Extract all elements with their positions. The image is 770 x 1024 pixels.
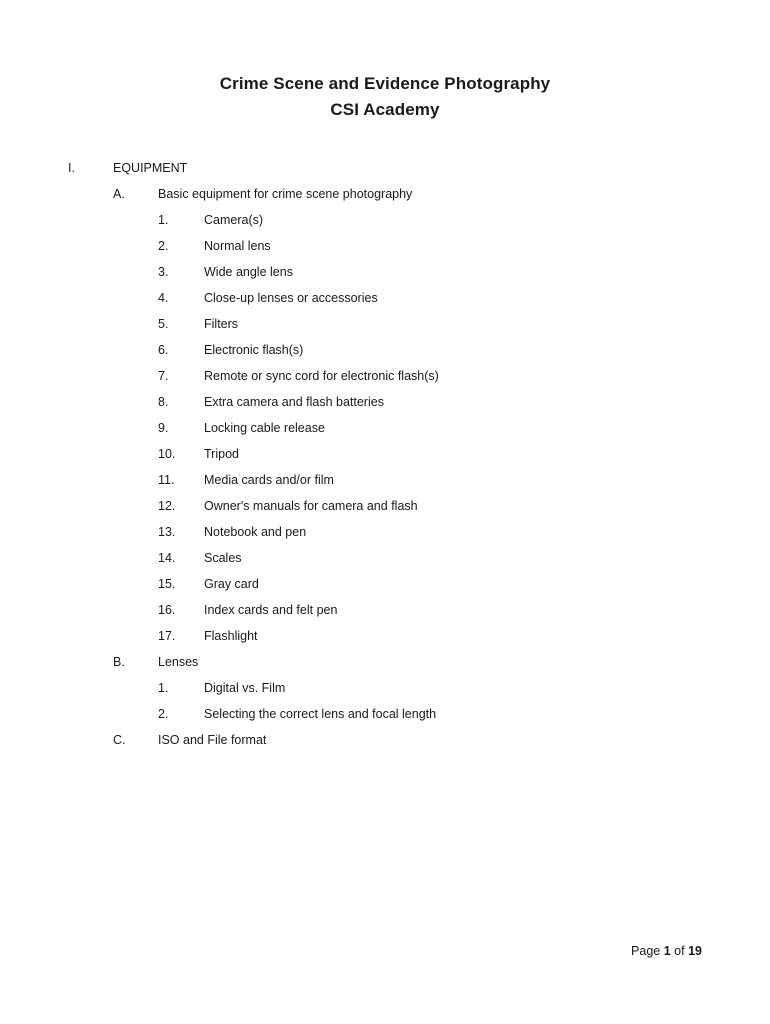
list-item-text: Media cards and/or film <box>204 473 334 487</box>
list-item-text: Digital vs. Film <box>204 681 286 695</box>
list-item-number: 13. <box>158 525 176 539</box>
outline-subheading: ISO and File format <box>158 733 267 747</box>
list-item-text: Gray card <box>204 577 259 591</box>
list-item-number: 15. <box>158 577 176 591</box>
list-item-number: 8. <box>158 395 169 409</box>
list-item-number: 14. <box>158 551 176 565</box>
list-item-text: Wide angle lens <box>204 265 293 279</box>
list-item-text: Notebook and pen <box>204 525 307 539</box>
footer-page-label: Page <box>631 944 661 958</box>
outline-subheading: Basic equipment for crime scene photography <box>158 187 413 201</box>
list-item-number: 2. <box>158 239 169 253</box>
list-item-text: Scales <box>204 551 242 565</box>
footer-total-pages: 19 <box>688 944 702 958</box>
document-title: Crime Scene and Evidence Photography <box>219 74 551 93</box>
list-item-text: Remote or sync cord for electronic flash(s) <box>204 369 439 383</box>
list-item-text: Flashlight <box>204 629 258 643</box>
outline-marker: C. <box>113 733 126 747</box>
list-item-number: 11. <box>158 473 175 487</box>
list-item-number: 1. <box>158 681 169 695</box>
outline-marker: A. <box>113 187 125 201</box>
list-item-text: Tripod <box>204 447 239 461</box>
list-item-text: Selecting the correct lens and focal length <box>204 707 437 721</box>
list-item-number: 5. <box>158 317 169 331</box>
list-item-text: Filters <box>204 317 239 331</box>
list-item-number: 6. <box>158 343 169 357</box>
list-item-text: Locking cable release <box>204 421 325 435</box>
page-number-footer <box>631 945 702 958</box>
outline-heading: EQUIPMENT <box>113 161 188 175</box>
list-item-text: Normal lens <box>204 239 271 253</box>
list-item-number: 10. <box>158 447 176 461</box>
list-item-number: 9. <box>158 421 169 435</box>
outline-marker: I. <box>68 161 75 175</box>
list-item-number: 16. <box>158 603 176 617</box>
list-item-number: 3. <box>158 265 169 279</box>
footer-of-label: of <box>674 944 685 958</box>
list-item-text: Close-up lenses or accessories <box>204 291 378 305</box>
list-item-number: 1. <box>158 213 169 227</box>
list-item-text: Owner's manuals for camera and flash <box>204 499 418 513</box>
list-item-text: Extra camera and flash batteries <box>204 395 384 409</box>
list-item-number: 12. <box>158 499 176 513</box>
list-item-number: 4. <box>158 291 169 305</box>
footer-current-page: 1 <box>663 944 671 958</box>
list-item-number: 7. <box>158 369 169 383</box>
outline-subheading: Lenses <box>158 655 199 669</box>
list-item-number: 17. <box>158 629 176 643</box>
document-subtitle: CSI Academy <box>330 100 440 119</box>
list-item-text: Index cards and felt pen <box>204 603 338 617</box>
list-item-number: 2. <box>158 707 169 721</box>
list-item-text: Electronic flash(s) <box>204 343 304 357</box>
outline-marker: B. <box>113 655 125 669</box>
list-item-text: Camera(s) <box>204 213 264 227</box>
